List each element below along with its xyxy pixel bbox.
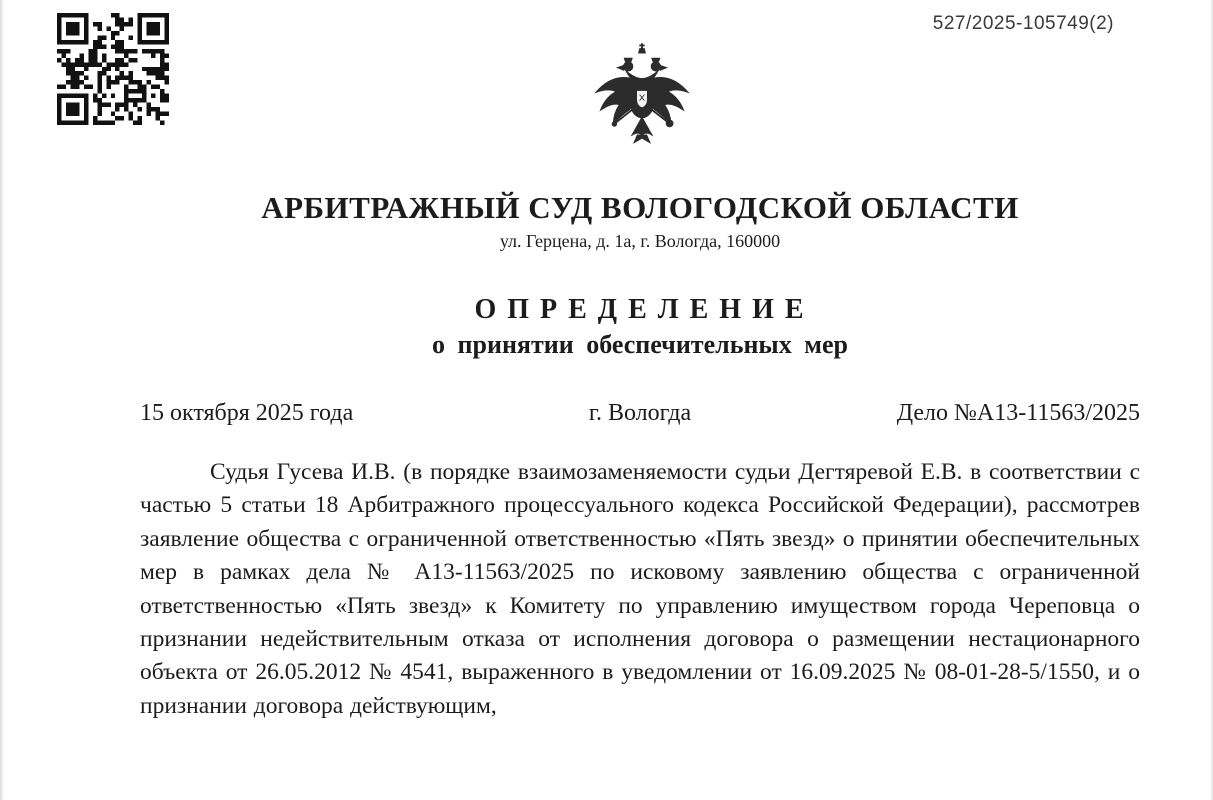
document-title: О П Р Е Д Е Л Е Н И Е [474, 294, 806, 325]
ruling-intro-paragraph: Судья Гусева И.В. (в порядке взаимозаменяемости судьи Дегтяревой Е.В. в соответствии с частью 5 статьи 18 Арбитражного процессуального кодекса Российской Федерации), рассмотрев заявление общества с ограниченной ответственностью «Пять звезд» о принятии обеспечительных мер в рамках дела № А13-11563/2025 по исковому заявлению общества с ограниченной ответственностью «Пять звезд» к Комитету по управлению имуществом города Череповца о признании недействительным отказа от исполнения договора о размещении нестационарного объекта от 26.05.2012 № 4541, выраженного в уведомлении от 16.09.2025 № 08-01-28-5/1550, и о признании договора действующим, [140, 459, 1140, 719]
court-address: ул. Герцена, д. 1а, г. Вологда, 160000 [499, 231, 781, 251]
case-number: Дело №А13-11563/2025 [896, 400, 1140, 426]
qr-code-icon [57, 8, 169, 130]
russian-coat-of-arms-icon [582, 34, 702, 166]
document-registration-number: 527/2025-105749(2) [932, 13, 1114, 34]
case-header-row [140, 400, 1140, 427]
ruling-date: 15 октября 2025 года [140, 400, 354, 426]
document-subtitle: о принятии обеспечительных мер [432, 330, 848, 359]
court-name: АРБИТРАЖНЫЙ СУД ВОЛОГОДСКОЙ ОБЛАСТИ [261, 190, 1019, 225]
document-content [140, 190, 1140, 723]
ruling-city: г. Вологда [588, 400, 692, 426]
